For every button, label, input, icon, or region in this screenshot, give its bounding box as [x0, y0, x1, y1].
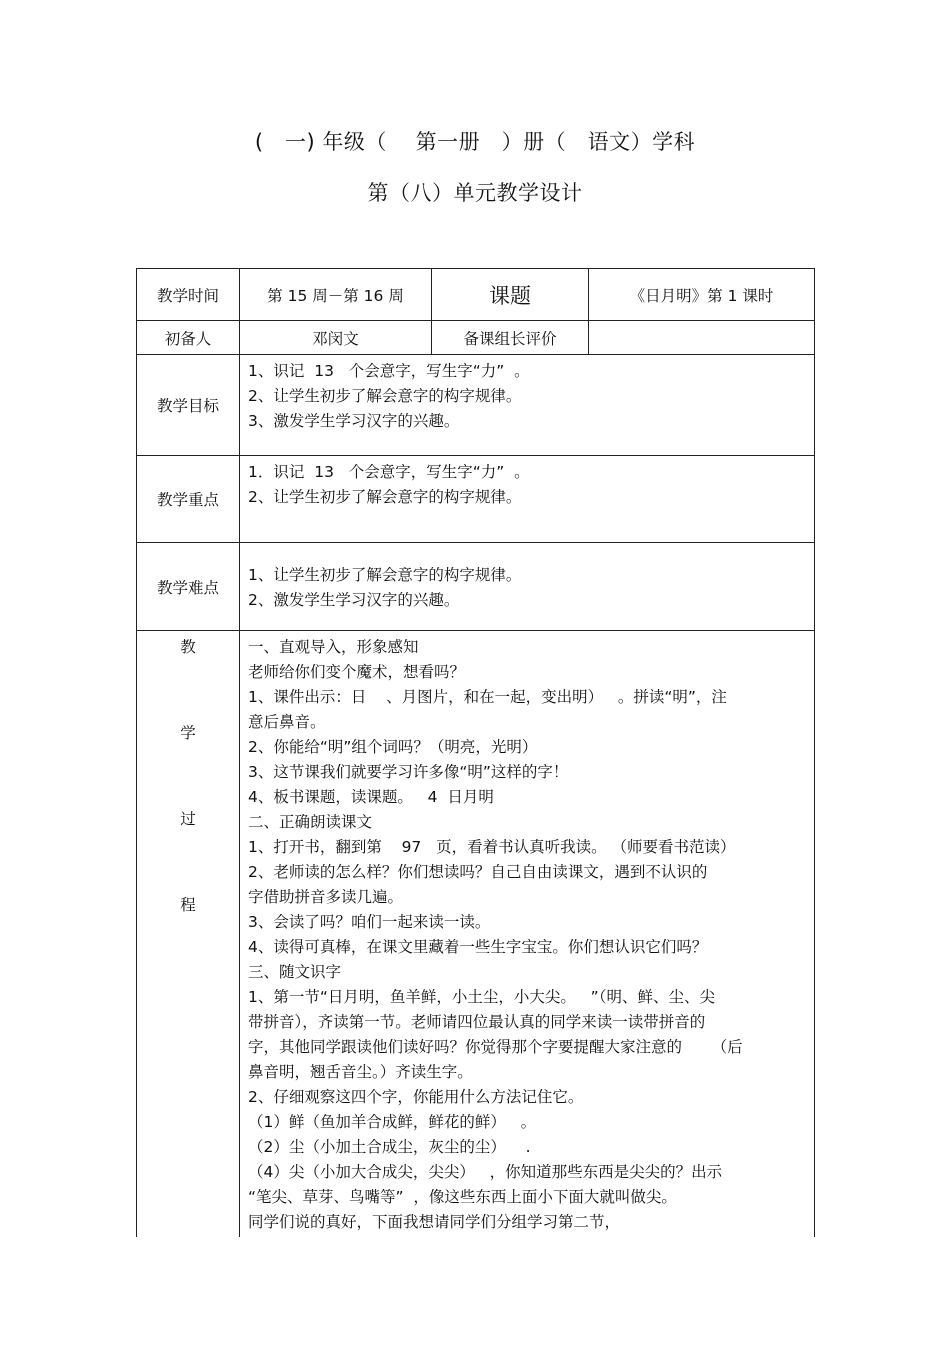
- difficulties-content: [240, 543, 815, 631]
- row-preparer: [137, 321, 815, 355]
- leader-value: [589, 321, 815, 355]
- key-points-label: 教学重点: [137, 456, 240, 543]
- row-difficulties: [137, 543, 815, 631]
- process-line: 4、板书课题，读课题。 4 日月明: [248, 788, 494, 806]
- process-line: 4、读得可真棒，在课文里藏着一些生字宝宝。你们想认识它们吗？: [248, 938, 708, 956]
- process-line: （2）尘（小加土合成尘，灰尘的尘） .: [248, 1138, 531, 1156]
- row-process: [137, 631, 815, 1238]
- process-line: 3、这节课我们就要学习许多像“明”这样的字！: [248, 763, 569, 781]
- goal-line: 2、让学生初步了解会意字的构字规律。: [248, 387, 522, 405]
- goals-content: [240, 355, 815, 456]
- process-line: 1、打开书，翻到第 97 页，看着书认真听我读。 （师要看书范读）: [248, 838, 736, 856]
- process-line: 带拼音），齐读第一节。老师请四位最认真的同学来读一读带拼音的: [248, 1013, 706, 1031]
- process-line: 2、仔细观察这四个字，你能用什么方法记住它。: [248, 1088, 584, 1106]
- process-line: 1、第一节“日月明，鱼羊鲜，小土尘，小大尖。 ”（明、鲜、尘、尖: [248, 988, 715, 1006]
- key-points-content: [240, 456, 815, 543]
- row-goals: [137, 355, 815, 456]
- process-line: 1、课件出示：日 、月图片，和在一起，变出明） 。拼读“明”，注: [248, 688, 727, 706]
- process-line: 2、你能给“明”组个词吗？（明亮，光明）: [248, 738, 538, 756]
- process-label-char: 过: [180, 810, 196, 828]
- process-line: 意后鼻音。: [248, 713, 326, 731]
- process-line: 老师给你们变个魔术，想看吗？: [248, 663, 466, 681]
- time-label: 教学时间: [137, 269, 240, 321]
- difficulty-line: 2、激发学生学习汉字的兴趣。: [248, 590, 460, 609]
- process-label-char: 教: [180, 638, 196, 656]
- process-line: “笔尖、草芽、鸟嘴等” ，像这些东西上面小下面大就叫做尖。: [248, 1188, 677, 1206]
- process-line: 3、会读了吗？咱们一起来读一读。: [248, 913, 491, 931]
- page-title: ( 一) 年级（ 第一册 ）册（ 语文）学科: [254, 130, 696, 154]
- preparer-label: 初备人: [137, 321, 240, 355]
- topic-value: 《日月明》第 1 课时: [589, 269, 815, 321]
- difficulties-label: 教学难点: [137, 543, 240, 631]
- lesson-plan-table: [136, 268, 815, 1237]
- process-label: [137, 631, 240, 1238]
- process-label-char: 学: [180, 724, 196, 742]
- process-line: （1）鲜（鱼加羊合成鲜，鲜花的鲜） 。: [248, 1113, 537, 1131]
- goal-line: 1、识记 13 个会意字，写生字“力” 。: [248, 362, 530, 380]
- process-line: 一、直观导入，形象感知: [248, 638, 419, 656]
- process-content: [240, 631, 815, 1238]
- process-line: 三、随文识字: [248, 963, 342, 981]
- key-point-line: 2、让学生初步了解会意字的构字规律。: [248, 488, 522, 506]
- goal-line: 3、激发学生学习汉字的兴趣。: [248, 412, 460, 430]
- process-line: 鼻音明，翘舌音尘。）齐读生字。: [248, 1063, 473, 1081]
- process-line: 同学们说的真好，下面我想请同学们分组学习第二节，: [248, 1213, 621, 1231]
- process-label-char: 程: [180, 896, 196, 914]
- goals-label: 教学目标: [137, 355, 240, 456]
- difficulty-line: 1、让学生初步了解会意字的构字规律。: [248, 565, 522, 584]
- page-subtitle: 第（八）单元教学设计: [367, 181, 583, 205]
- process-line: 字，其他同学跟读他们读好吗？你觉得那个字要提醒大家注意的 （后: [248, 1038, 743, 1056]
- key-point-line: 1．识记 13 个会意字，写生字“力” 。: [248, 463, 530, 481]
- row-key-points: [137, 456, 815, 543]
- leader-label: 备课组长评价: [432, 321, 589, 355]
- row-time-topic: [137, 269, 815, 321]
- time-value: 第 15 周－第 16 周: [240, 269, 432, 321]
- process-line: 二、正确朗读课文: [248, 813, 373, 831]
- preparer-value: 邓闵文: [240, 321, 432, 355]
- process-line: 2、老师读的怎么样？你们想读吗？自己自由读课文，遇到不认识的: [248, 863, 708, 881]
- process-line: （4）尖（小加大合成尖，尖尖） ，你知道那些东西是尖尖的？出示: [248, 1163, 723, 1181]
- topic-label: 课题: [432, 269, 589, 321]
- process-line: 字借助拼音多读几遍。: [248, 888, 404, 906]
